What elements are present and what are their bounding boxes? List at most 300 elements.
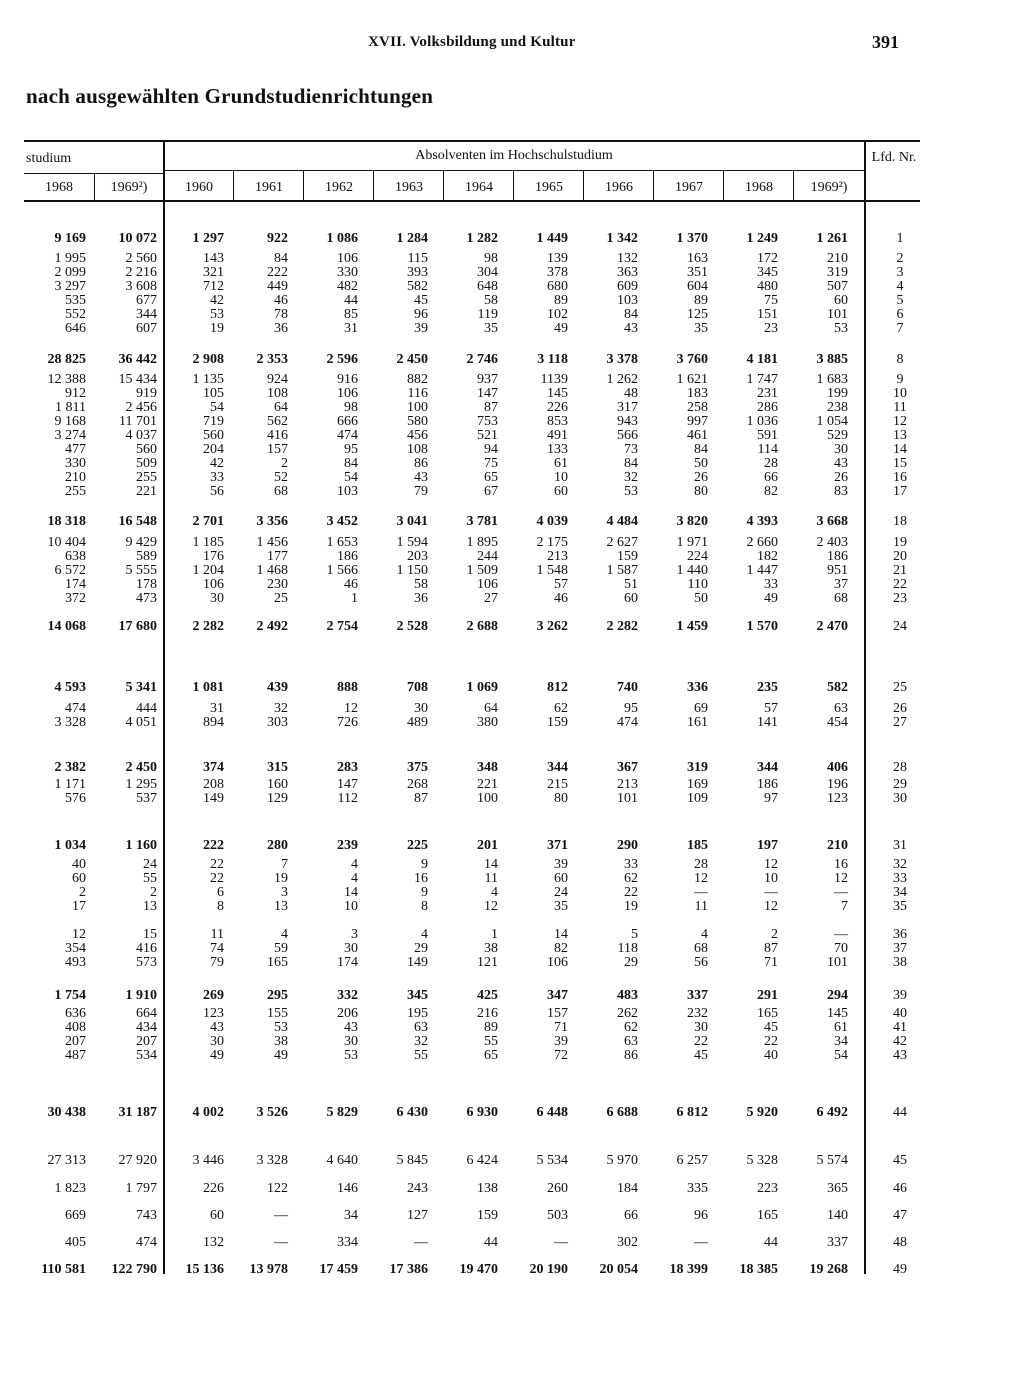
table-cell: 29 (624, 955, 638, 970)
table-cell: 344 (757, 760, 778, 775)
table-cell: 210 (827, 838, 848, 853)
table-cell: 63 (414, 1020, 428, 1035)
row-number: 44 (893, 1105, 907, 1120)
table-cell: 3 452 (326, 514, 358, 529)
table-cell: 243 (407, 1181, 428, 1196)
table-row (0, 899, 1024, 915)
table-cell: 53 (344, 1048, 358, 1063)
table-cell: 60 (554, 484, 568, 499)
table-cell: 393 (407, 265, 428, 280)
table-cell: 133 (547, 442, 568, 457)
table-cell: 185 (687, 838, 708, 853)
table-cell: 1 (491, 927, 498, 942)
table-cell: 348 (477, 760, 498, 775)
table-row (0, 514, 1024, 530)
table-cell: 151 (757, 307, 778, 322)
table-cell: 604 (687, 279, 708, 294)
table-cell: 2 754 (326, 619, 358, 634)
row-number: 22 (893, 577, 907, 592)
table-row (0, 955, 1024, 971)
table-cell: 22 (210, 871, 224, 886)
year-header: 1968 (745, 180, 773, 195)
table-cell: 7 (841, 899, 848, 914)
table-cell: 2 528 (396, 619, 428, 634)
table-cell: 291 (757, 988, 778, 1003)
table-cell: 260 (547, 1181, 568, 1196)
table-cell: 919 (136, 386, 157, 401)
table-cell: 1 456 (256, 535, 288, 550)
table-cell: 4 (421, 927, 428, 942)
table-cell: 17 680 (118, 619, 157, 634)
table-cell: 30 (694, 1020, 708, 1035)
table-cell: 4 393 (746, 514, 778, 529)
table-cell: 102 (547, 307, 568, 322)
table-cell: 116 (407, 386, 428, 401)
table-cell: 3 328 (54, 715, 86, 730)
table-cell: 14 (344, 885, 358, 900)
table-cell: 143 (203, 251, 224, 266)
table-cell: 1139 (540, 372, 568, 387)
table-cell: 174 (65, 577, 86, 592)
row-number: 2 (896, 251, 904, 266)
table-cell: 43 (624, 321, 638, 336)
table-cell: 232 (687, 1006, 708, 1021)
table-cell: 19 470 (459, 1262, 498, 1277)
table-cell: 23 (764, 321, 778, 336)
table-cell: 336 (687, 680, 708, 695)
table-cell: 36 442 (118, 352, 157, 367)
table-cell: 503 (547, 1208, 568, 1223)
left-group-header: studium (26, 151, 72, 166)
table-cell: 12 388 (47, 372, 86, 387)
table-cell: 2 (150, 885, 157, 900)
table-row (0, 715, 1024, 731)
table-cell: 149 (203, 791, 224, 806)
table-cell: 334 (337, 1235, 358, 1250)
table-cell: 347 (547, 988, 568, 1003)
table-row (0, 680, 1024, 696)
table-cell: 3 526 (256, 1105, 288, 1120)
table-cell: 916 (337, 372, 358, 387)
page-header (0, 32, 1024, 56)
table-cell: 45 (414, 293, 428, 308)
row-number: 13 (893, 428, 907, 443)
table-cell: 2 (79, 885, 86, 900)
table-cell: 114 (757, 442, 778, 457)
table-cell: 3 885 (816, 352, 848, 367)
table-cell: 378 (547, 265, 568, 280)
table-cell: 6 812 (676, 1105, 708, 1120)
table-cell: 636 (65, 1006, 86, 1021)
table-cell: 49 (554, 321, 568, 336)
table-cell: 534 (136, 1048, 157, 1063)
table-cell: 110 (687, 577, 708, 592)
table-cell: 374 (203, 760, 224, 775)
table-cell: 27 920 (118, 1153, 157, 1168)
row-number: 10 (893, 386, 907, 401)
table-cell: 664 (136, 1006, 157, 1021)
table-row (0, 352, 1024, 368)
table-cell: 449 (267, 279, 288, 294)
table-cell: 487 (65, 1048, 86, 1063)
table-cell: 4 (491, 885, 498, 900)
header-bottom-rule (24, 200, 920, 202)
table-cell: 183 (687, 386, 708, 401)
table-cell: 1 895 (466, 535, 498, 550)
table-cell: 1 204 (192, 563, 224, 578)
table-cell: 84 (344, 456, 358, 471)
table-cell: 1 570 (746, 619, 778, 634)
table-cell: 27 313 (47, 1153, 86, 1168)
table-cell: 163 (687, 251, 708, 266)
table-cell: 1 447 (746, 563, 778, 578)
table-cell: 2 099 (54, 265, 86, 280)
table-cell: 239 (337, 838, 358, 853)
table-cell: 42 (210, 293, 224, 308)
table-cell: 28 825 (47, 352, 86, 367)
table-cell: 182 (757, 549, 778, 564)
table-cell: 1 297 (192, 231, 224, 246)
table-cell: 5 341 (125, 680, 157, 695)
table-cell: 30 (210, 1034, 224, 1049)
table-cell: 6 430 (396, 1105, 428, 1120)
table-cell: 560 (203, 428, 224, 443)
row-number: 3 (896, 265, 904, 280)
table-cell: — (834, 927, 848, 942)
table-cell: 80 (554, 791, 568, 806)
row-number: 39 (893, 988, 907, 1003)
row-number: 41 (893, 1020, 907, 1035)
row-number: 45 (893, 1153, 907, 1168)
table-cell: 1 823 (54, 1181, 86, 1196)
table-cell: 155 (267, 1006, 288, 1021)
row-number: 49 (893, 1262, 907, 1277)
row-number: 31 (893, 838, 907, 853)
table-cell: 380 (477, 715, 498, 730)
table-cell: 726 (337, 715, 358, 730)
table-cell: 1 811 (55, 400, 86, 415)
table-cell: 439 (267, 680, 288, 695)
table-cell: 50 (694, 591, 708, 606)
table-cell: 22 (624, 885, 638, 900)
table-cell: 82 (764, 484, 778, 499)
table-cell: 1 995 (54, 251, 86, 266)
table-cell: 70 (834, 941, 848, 956)
table-cell: 32 (274, 701, 288, 716)
table-cell: 60 (624, 591, 638, 606)
table-cell: 67 (484, 484, 498, 499)
table-cell: 10 (554, 470, 568, 485)
table-cell: 2 627 (606, 535, 638, 550)
row-number: 24 (893, 619, 907, 634)
table-cell: 39 (414, 321, 428, 336)
table-cell: 132 (203, 1235, 224, 1250)
row-number: 37 (893, 941, 907, 956)
table-cell: 1 971 (676, 535, 708, 550)
table-cell: 9 (421, 885, 428, 900)
table-cell: 354 (65, 941, 86, 956)
table-cell: 66 (624, 1208, 638, 1223)
table-cell: 101 (827, 307, 848, 322)
table-cell: 84 (624, 307, 638, 322)
table-cell: 100 (477, 791, 498, 806)
table-cell: 493 (65, 955, 86, 970)
row-number: 38 (893, 955, 907, 970)
row-number: 23 (893, 591, 907, 606)
year-header: 1963 (395, 180, 423, 195)
table-cell: 101 (617, 791, 638, 806)
table-row (0, 838, 1024, 854)
table-row (0, 1262, 1024, 1278)
table-cell: 344 (547, 760, 568, 775)
table-cell: 207 (65, 1034, 86, 1049)
table-cell: 79 (414, 484, 428, 499)
table-cell: 566 (617, 428, 638, 443)
table-cell: 286 (757, 400, 778, 415)
table-cell: 18 318 (47, 514, 86, 529)
table-cell: 4 051 (125, 715, 157, 730)
table-cell: 16 548 (118, 514, 157, 529)
table-cell: 106 (337, 251, 358, 266)
table-cell: 680 (547, 279, 568, 294)
table-cell: 330 (65, 456, 86, 471)
table-cell: 103 (337, 484, 358, 499)
table-cell: 2 456 (125, 400, 157, 415)
table-cell: 15 (143, 927, 157, 942)
table-cell: 951 (827, 563, 848, 578)
table-cell: 31 187 (118, 1105, 157, 1120)
table-cell: 1 295 (125, 777, 157, 792)
table-cell: 1 653 (326, 535, 358, 550)
table-cell: 213 (547, 549, 568, 564)
year-header: 1960 (185, 180, 213, 195)
table-cell: 372 (65, 591, 86, 606)
table-cell: 491 (547, 428, 568, 443)
table-cell: 943 (617, 414, 638, 429)
table-cell: 708 (407, 680, 428, 695)
table-cell: 224 (687, 549, 708, 564)
table-cell: 15 136 (185, 1262, 224, 1277)
table-cell: 106 (477, 577, 498, 592)
table-cell: 57 (764, 701, 778, 716)
table-cell: 65 (484, 470, 498, 485)
table-cell: 165 (267, 955, 288, 970)
year-header: 1968 (45, 180, 73, 195)
table-cell: 204 (203, 442, 224, 457)
table-cell: 231 (757, 386, 778, 401)
table-row (0, 1048, 1024, 1064)
table-cell: 68 (834, 591, 848, 606)
table-cell: 206 (337, 1006, 358, 1021)
table-cell: 186 (337, 549, 358, 564)
table-cell: 129 (267, 791, 288, 806)
table-cell: 1 054 (816, 414, 848, 429)
table-cell: 95 (344, 442, 358, 457)
table-cell: 537 (136, 791, 157, 806)
table-cell: 119 (477, 307, 498, 322)
table-cell: 82 (554, 941, 568, 956)
table-cell: 226 (547, 400, 568, 415)
table-cell: 138 (477, 1181, 498, 1196)
table-cell: 22 (694, 1034, 708, 1049)
table-cell: 1 150 (396, 563, 428, 578)
table-cell: 1 370 (676, 231, 708, 246)
table-cell: 57 (554, 577, 568, 592)
table-cell: 186 (827, 549, 848, 564)
table-cell: 10 404 (47, 535, 86, 550)
table-cell: 582 (407, 279, 428, 294)
table-cell: 145 (827, 1006, 848, 1021)
table-cell: 169 (687, 777, 708, 792)
table-cell: 4 484 (606, 514, 638, 529)
table-cell: 30 (344, 941, 358, 956)
row-number: 20 (893, 549, 907, 564)
table-cell: 87 (764, 941, 778, 956)
table-cell: 1 135 (192, 372, 224, 387)
table-cell: 208 (203, 777, 224, 792)
table-cell: 4 (701, 927, 708, 942)
table-cell: 79 (210, 955, 224, 970)
table-cell: 4 039 (536, 514, 568, 529)
table-cell: 39 (554, 1034, 568, 1049)
table-cell: 17 (72, 899, 86, 914)
row-number: 28 (893, 760, 907, 775)
table-cell: 1 797 (125, 1181, 157, 1196)
table-row (0, 1235, 1024, 1251)
table-cell: 2 353 (256, 352, 288, 367)
table-cell: 1 594 (396, 535, 428, 550)
table-cell: 666 (337, 414, 358, 429)
table-cell: 12 (694, 871, 708, 886)
table-cell: 255 (65, 484, 86, 499)
table-cell: 244 (477, 549, 498, 564)
table-cell: 332 (337, 988, 358, 1003)
table-cell: 32 (624, 470, 638, 485)
row-number: 40 (893, 1006, 907, 1021)
table-cell: 4 037 (125, 428, 157, 443)
table-cell: 225 (407, 838, 428, 853)
table-cell: 3 668 (816, 514, 848, 529)
table-row (0, 619, 1024, 635)
table-cell: 10 (764, 871, 778, 886)
table-cell: 122 (267, 1181, 288, 1196)
year-header: 1966 (605, 180, 633, 195)
table-cell: 646 (65, 321, 86, 336)
table-cell: 552 (65, 307, 86, 322)
table-cell: 4 (281, 927, 288, 942)
table-cell: 30 (344, 1034, 358, 1049)
table-cell: 221 (477, 777, 498, 792)
table-cell: 196 (827, 777, 848, 792)
table-cell: 1 449 (536, 231, 568, 246)
table-cell: 719 (203, 414, 224, 429)
table-cell: 1 086 (326, 231, 358, 246)
table-cell: 96 (414, 307, 428, 322)
table-cell: 226 (203, 1181, 224, 1196)
table-cell: 5 829 (326, 1105, 358, 1120)
table-cell: 159 (547, 715, 568, 730)
table-row (0, 321, 1024, 337)
table-cell: 36 (414, 591, 428, 606)
table-cell: 84 (694, 442, 708, 457)
table-cell: 65 (484, 1048, 498, 1063)
table-cell: 912 (65, 386, 86, 401)
table-cell: 84 (624, 456, 638, 471)
table-cell: 29 (414, 941, 428, 956)
table-cell: 43 (210, 1020, 224, 1035)
table-cell: 66 (764, 470, 778, 485)
table-cell: 580 (407, 414, 428, 429)
table-cell: 210 (65, 470, 86, 485)
table-cell: 2 403 (816, 535, 848, 550)
table-cell: 474 (136, 1235, 157, 1250)
table-row (0, 591, 1024, 607)
table-cell: 230 (267, 577, 288, 592)
row-number: 46 (893, 1181, 907, 1196)
table-cell: 9 429 (125, 535, 157, 550)
table-cell: 2 908 (192, 352, 224, 367)
table-cell: 290 (617, 838, 638, 853)
table-cell: 54 (834, 1048, 848, 1063)
table-cell: 222 (267, 265, 288, 280)
table-cell: 40 (72, 857, 86, 872)
table-cell: 416 (136, 941, 157, 956)
table-cell: 434 (136, 1020, 157, 1035)
table-cell: 3 274 (54, 428, 86, 443)
table-cell: 3 760 (676, 352, 708, 367)
table-cell: 94 (484, 442, 498, 457)
table-cell: 52 (274, 470, 288, 485)
table-cell: 812 (547, 680, 568, 695)
table-cell: 108 (407, 442, 428, 457)
table-cell: 483 (617, 988, 638, 1003)
table-cell: 26 (834, 470, 848, 485)
table-cell: 482 (337, 279, 358, 294)
table-cell: 89 (694, 293, 708, 308)
table-cell: 2 596 (326, 352, 358, 367)
table-cell: 68 (274, 484, 288, 499)
table-cell: 294 (827, 988, 848, 1003)
table-cell: 60 (554, 871, 568, 886)
table-cell: 60 (834, 293, 848, 308)
table-cell: 53 (210, 307, 224, 322)
row-number: 42 (893, 1034, 907, 1049)
table-cell: 43 (414, 470, 428, 485)
table-cell: 54 (210, 400, 224, 415)
table-cell: 178 (136, 577, 157, 592)
table-cell: 11 (484, 871, 498, 886)
table-cell: 1 566 (326, 563, 358, 578)
table-cell: 123 (827, 791, 848, 806)
table-cell: 106 (337, 386, 358, 401)
table-cell: 103 (617, 293, 638, 308)
table-cell: 11 (210, 927, 224, 942)
table-cell: 3 041 (396, 514, 428, 529)
table-cell: 22 (764, 1034, 778, 1049)
table-cell: 1 910 (125, 988, 157, 1003)
table-cell: 73 (624, 442, 638, 457)
table-cell: 1 468 (256, 563, 288, 578)
table-cell: 562 (267, 414, 288, 429)
table-cell: 58 (414, 577, 428, 592)
table-cell: 367 (617, 760, 638, 775)
row-number: 47 (893, 1208, 907, 1223)
table-cell: 12 (834, 871, 848, 886)
table-cell: 106 (547, 955, 568, 970)
table-cell: 1 284 (396, 231, 428, 246)
table-cell: 149 (407, 955, 428, 970)
table-cell: 425 (477, 988, 498, 1003)
